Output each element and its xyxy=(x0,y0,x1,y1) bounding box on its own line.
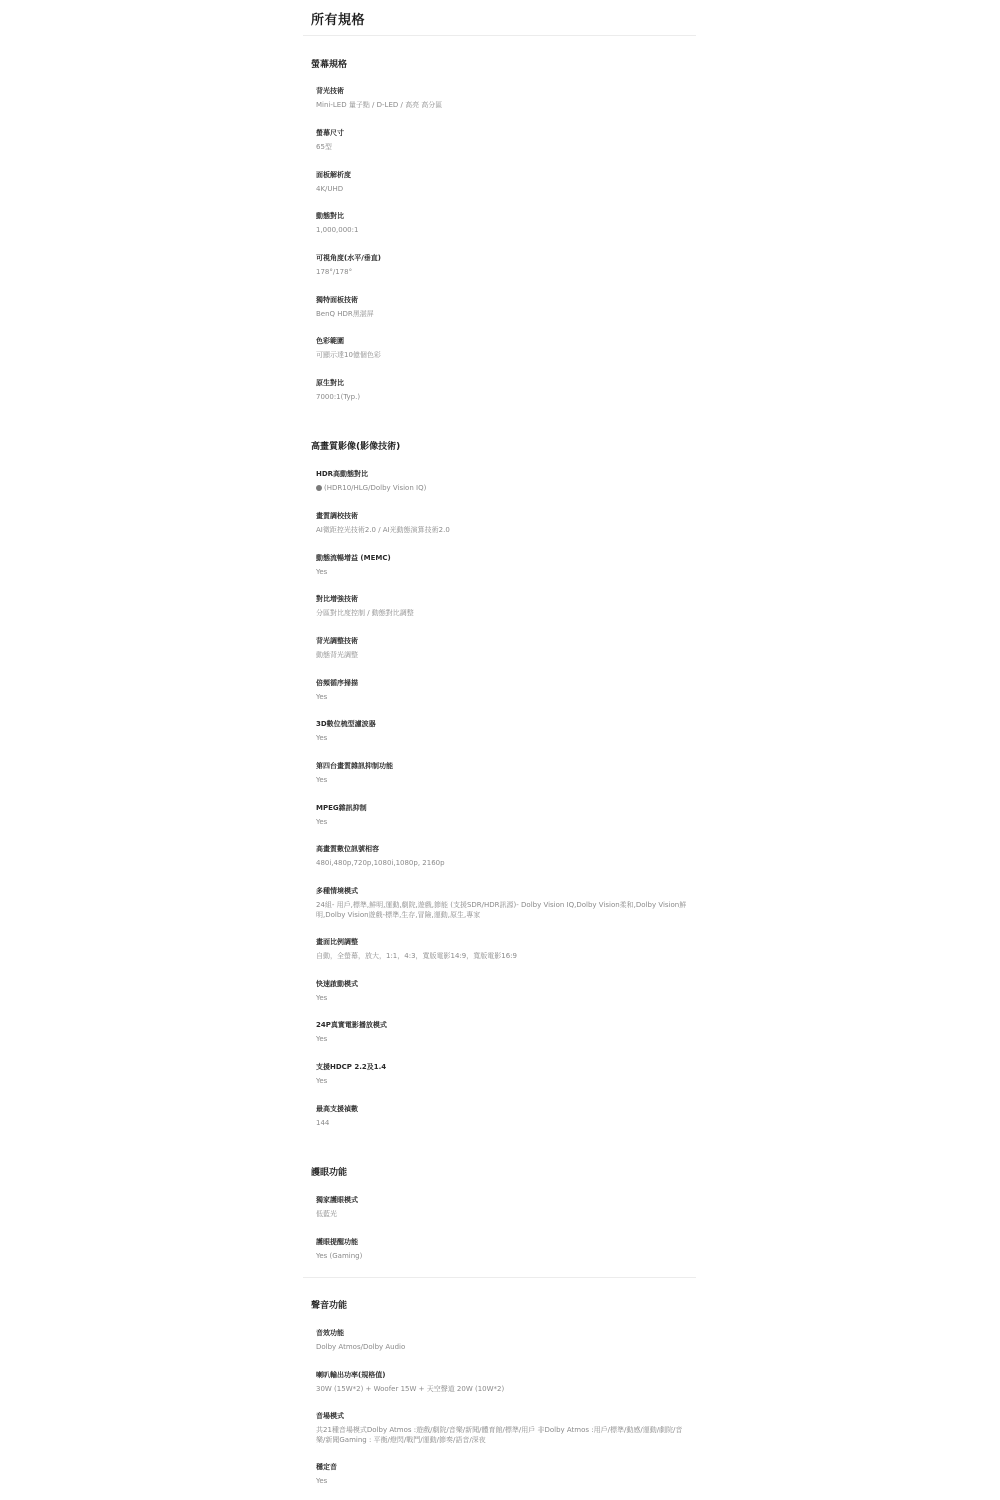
spec-label: 動態流暢增益 (MEMC) xyxy=(316,554,391,562)
spec-value: 144 xyxy=(316,1119,330,1127)
spec-label: 畫質調校技術 xyxy=(316,512,358,520)
section-title-audio: 聲音功能 xyxy=(311,1301,348,1311)
spec-value: 可顯示達10億個色彩 xyxy=(316,351,381,359)
spec-label: 原生對比 xyxy=(316,379,344,387)
spec-value: 1,000,000:1 xyxy=(316,226,359,234)
spec-label: 音場模式 xyxy=(316,1412,344,1420)
spec-label: 倍頻循序掃描 xyxy=(316,679,358,687)
spec-value: 共21種音場模式Dolby Atmos :遊戲/劇院/音樂/新聞/體育館/標準/用戶 非Dolby Atmos :用戶/標準/動感/運動/劇院/音樂/新聞Gaming : 平衡/燈閃/戰鬥/運動/節奏/語音/深夜 xyxy=(316,1426,683,1444)
spec-label: 音效功能 xyxy=(316,1329,344,1337)
spec-label: 快速啟動模式 xyxy=(316,980,358,988)
spec-label: HDR高動態對比 xyxy=(316,470,369,478)
spec-value: Yes xyxy=(316,818,328,826)
section-title-eyecare: 護眼功能 xyxy=(311,1168,348,1178)
spec-label: 色彩範圍 xyxy=(316,337,344,345)
spec-value: 分區對比度控制 / 動態對比調整 xyxy=(316,609,414,617)
spec-label: 背光調整技術 xyxy=(316,637,358,645)
spec-value: Yes xyxy=(316,776,328,784)
spec-label: 背光技術 xyxy=(316,87,344,95)
spec-label: 可視角度(水平/垂直) xyxy=(316,254,381,262)
spec-value: 30W (15W*2) + Woofer 15W + 天空聲道 20W (10W*2) xyxy=(316,1385,505,1393)
spec-label: 喇叭輸出功率(規格值) xyxy=(316,1371,386,1379)
section-divider xyxy=(303,1277,696,1278)
spec-label: 畫面比例調整 xyxy=(316,938,358,946)
spec-value xyxy=(316,483,688,493)
spec-value: Dolby Atmos/Dolby Audio xyxy=(316,1343,406,1351)
spec-value: 178°/178° xyxy=(316,268,353,276)
spec-value: Yes (Gaming) xyxy=(316,1252,363,1260)
spec-label: 面板解析度 xyxy=(316,171,351,179)
spec-label: 護眼提醒功能 xyxy=(316,1238,358,1246)
spec-label: 穩定音 xyxy=(316,1463,337,1471)
spec-label: 動態對比 xyxy=(316,212,344,220)
title-divider xyxy=(303,35,696,36)
spec-value: 自動，全螢幕，放大，1:1，4:3，寬版電影14:9，寬版電影16:9 xyxy=(316,952,517,960)
spec-label: MPEG雜訊抑制 xyxy=(316,804,367,812)
section-title-display: 螢幕規格 xyxy=(311,60,348,70)
spec-value: 480i,480p,720p,1080i,1080p, 2160p xyxy=(316,859,445,867)
spec-value: 65型 xyxy=(316,143,332,151)
spec-value: BenQ HDR黑湛屏 xyxy=(316,310,374,318)
spec-value: 4K/UHD xyxy=(316,185,344,193)
spec-value: Mini-LED 量子點 / D-LED / 高亮 高分區 xyxy=(316,101,443,109)
spec-label: 獨特面板技術 xyxy=(316,296,358,304)
spec-label: 第四台畫質雜訊抑制功能 xyxy=(316,762,393,770)
spec-label: 對比增強技術 xyxy=(316,595,358,603)
spec-value: 低藍光 xyxy=(316,1210,337,1218)
spec-label: 獨家護眼模式 xyxy=(316,1196,358,1204)
spec-value: Yes xyxy=(316,1035,328,1043)
section-title-picture: 高畫質影像(影像技術) xyxy=(311,442,401,452)
spec-label: 多種情境模式 xyxy=(316,887,358,895)
spec-label: 高畫質數位訊號相容 xyxy=(316,845,379,853)
spec-value: Yes xyxy=(316,734,328,742)
spec-value: 動態背光調整 xyxy=(316,651,358,659)
bullet-dot-icon xyxy=(316,485,322,491)
spec-value: Yes xyxy=(316,994,328,1002)
spec-value: 7000:1(Typ.) xyxy=(316,393,361,401)
spec-label: 支援HDCP 2.2及1.4 xyxy=(316,1063,387,1071)
page-title: 所有規格 xyxy=(311,13,366,28)
spec-value-text: (HDR10/HLG/Dolby Vision IQ) xyxy=(324,484,427,492)
spec-value: AI微距控光技術2.0 / AI光動態演算技術2.0 xyxy=(316,526,450,534)
spec-value: Yes xyxy=(316,568,328,576)
spec-value: 24組- 用戶,標準,鮮明,運動,劇院,遊戲,節能 (支援SDR/HDR訊源)- Dolby Vision IQ,Dolby Vision柔和,Dolby Vision鮮明,Dolby Vision遊戲-標準,生存,冒險,運動,原生,專家 xyxy=(316,901,687,919)
spec-value: Yes xyxy=(316,693,328,701)
spec-value: Yes xyxy=(316,1477,328,1485)
spec-label: 24P真實電影播放模式 xyxy=(316,1021,387,1029)
spec-value: Yes xyxy=(316,1077,328,1085)
spec-label: 螢幕尺寸 xyxy=(316,129,344,137)
spec-label: 3D數位梳型濾波器 xyxy=(316,720,376,728)
spec-label: 最高支援禎數 xyxy=(316,1105,358,1113)
